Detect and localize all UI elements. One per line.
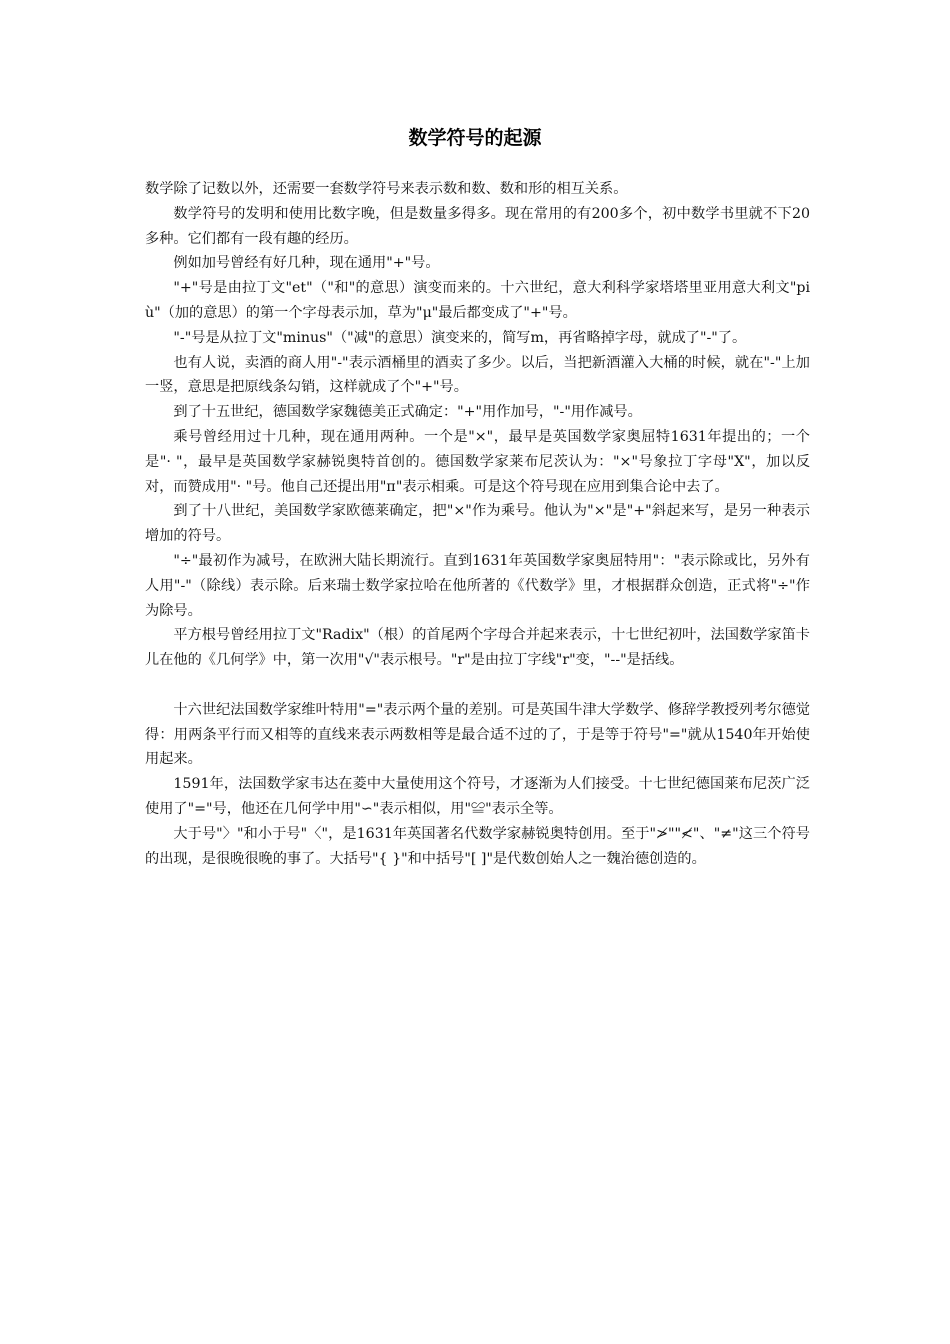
paragraph: 乘号曾经用过十几种，现在通用两种。一个是"×"，最早是英国数学家奥屈特1631年提出的；一个是"· "，最早是英国数学家赫锐奥特首创的。德国数学家莱布尼茨认为："×"号象拉丁字母"X"，加以反对，而赞成用"· "号。他自己还提出用"п"表示相乘。可是这个符号现在应用到集合论中去了。 [145,428,810,495]
paragraph: 例如加号曾经有好几种，现在通用"+"号。 [173,255,440,272]
paragraph: 数学除了记数以外，还需要一套数学符号来表示数和数、数和形的相互关系。 [145,181,628,197]
paragraph: 1591年，法国数学家韦达在菱中大量使用这个符号，才逐渐为人们接受。十七世纪德国莱布尼茨广泛使用了"="号，他还在几何学中用"∽"表示相似，用"≌"表示全等。 [145,776,810,817]
document-title: 数学符号的起源 [408,127,542,149]
paragraph: "÷"最初作为减号，在欧洲大陆长期流行。直到1631年英国数学家奥屈特用"："表示除或比，另外有人用"-"（除线）表示除。后来瑞士数学家拉哈在他所著的《代数学》里，才根据群众创造，正式将"÷"作为除号。 [145,552,810,619]
paragraph: 也有人说，卖酒的商人用"-"表示酒桶里的酒卖了多少。以后，当把新酒灌入大桶的时候，就在"-"上加一竖，意思是把原线条勾销，这样就成了个"+"号。 [145,354,810,396]
paragraph: 到了十八世纪，美国数学家欧德莱确定，把"×"作为乘号。他认为"×"是"+"斜起来写，是另一种表示增加的符号。 [145,503,810,545]
paragraph: 平方根号曾经用拉丁文"Radix"（根）的首尾两个字母合并起来表示，十七世纪初叶，法国数学家笛卡儿在他的《几何学》中，第一次用"√"表示根号。"r"是由拉丁字线"r"变，"--"是括线。 [145,627,810,669]
paragraph: 大于号"〉"和小于号"〈"，是1631年英国著名代数学家赫锐奥特创用。至于"≯""≮"、"≠"这三个符号的出现，是很晚很晚的事了。大括号"{ }"和中括号"[ ]"是代数创始人之一魏治德创造的。 [145,825,810,867]
paragraph: "+"号是由拉丁文"et"（"和"的意思）演变而来的。十六世纪，意大利科学家塔塔里亚用意大利文"più"（加的意思）的第一个字母表示加，草为"μ"最后都变成了"+"号。 [145,280,810,321]
document-body [145,177,810,871]
paragraph: "-"号是从拉丁文"minus"（"减"的意思）演变来的，简写m，再省略掉字母，就成了"-"了。 [173,329,747,346]
paragraph: 到了十五世纪，德国数学家魏德美正式确定："+"用作加号，"-"用作减号。 [173,404,642,421]
paragraph: 十六世纪法国数学家维叶特用"="表示两个量的差别。可是英国牛津大学数学、修辞学教授列考尔德觉得：用两条平行而又相等的直线来表示两数相等是最合适不过的了，于是等于符号"="就从1540年开始使用起来。 [145,701,810,768]
blank-line [145,673,810,698]
paragraph: 数学符号的发明和使用比数字晚，但是数量多得多。现在常用的有200多个，初中数学书里就不下20多种。它们都有一段有趣的经历。 [145,205,810,247]
